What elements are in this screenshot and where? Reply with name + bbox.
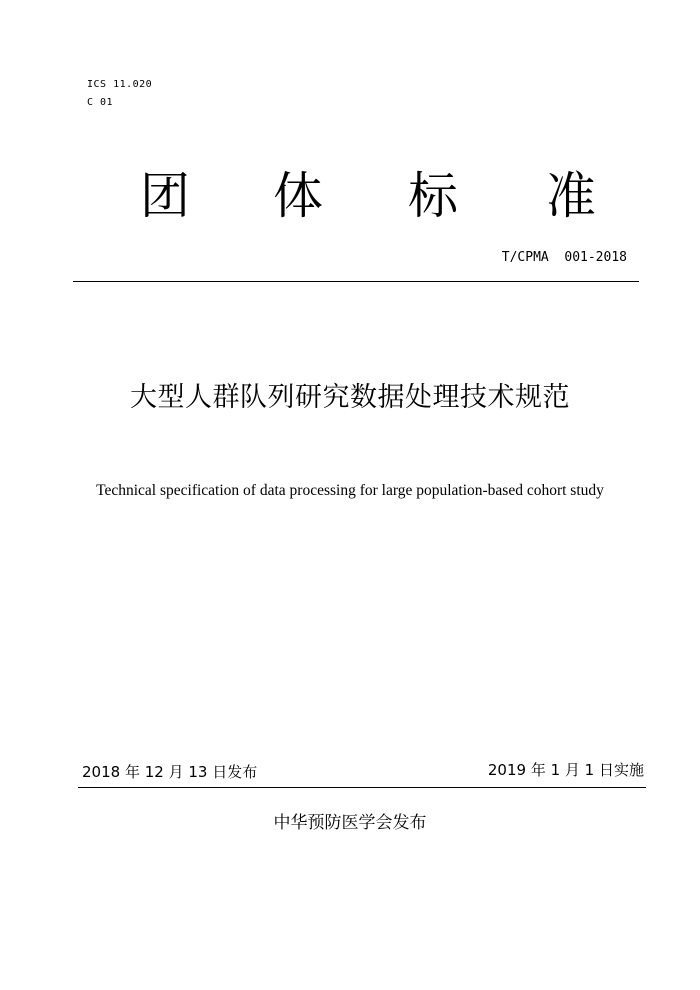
publisher: 中华预防医学会发布 xyxy=(273,813,427,833)
top-divider xyxy=(73,281,639,282)
issue-date: 2018 年 12 月 13 日发布 xyxy=(82,763,258,781)
standard-number: T/CPMA 001-2018 xyxy=(501,250,627,265)
chinese-title: 大型人群队列研究数据处理技术规范 xyxy=(130,382,570,413)
english-title: Technical specification of data processing for large population-based cohort study xyxy=(96,482,604,499)
ics-code: ICS 11.020 xyxy=(87,79,153,90)
standard-type-char-1: 团 xyxy=(140,167,190,225)
bottom-divider xyxy=(78,787,646,788)
implementation-date: 2019 年 1 月 1 日实施 xyxy=(487,761,644,779)
standard-type-char-4: 准 xyxy=(546,167,596,225)
standard-type-char-3: 标 xyxy=(408,167,458,225)
ccs-code: C 01 xyxy=(87,97,114,108)
standard-type-char-2: 体 xyxy=(273,167,323,225)
